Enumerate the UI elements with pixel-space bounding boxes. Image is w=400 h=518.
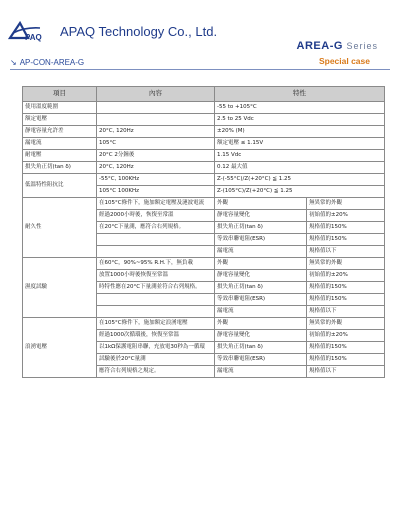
row-item: 等效串聯電阻(ESR)	[215, 294, 307, 306]
document-id-text: AP-CON-AREA-G	[19, 58, 85, 67]
row-spec: -55 to +105°C	[215, 102, 385, 114]
row-item: 靜電容量變化	[215, 270, 307, 282]
row-name: 濕度試驗	[23, 258, 97, 318]
row-name: 靜電容量允許差	[23, 126, 97, 138]
row-spec: 規格值以下	[307, 306, 385, 318]
row-content: 應符合右列規格之規定。	[97, 366, 215, 378]
row-spec: 初始值的±20%	[307, 270, 385, 282]
row-content: -55°C, 100KHz	[97, 174, 215, 186]
table-header-row	[23, 87, 385, 102]
row-item: 外觀	[215, 198, 307, 210]
document-id	[10, 58, 84, 67]
row-name: 漏電流	[23, 138, 97, 150]
row-content	[97, 306, 215, 318]
table-row	[23, 258, 385, 270]
row-spec: 初始值的±20%	[307, 210, 385, 222]
row-spec: 規格值的150%	[307, 234, 385, 246]
row-spec: 無異常的外觀	[307, 258, 385, 270]
table-row	[23, 162, 385, 174]
row-name: 耐電壓	[23, 150, 97, 162]
row-spec: 初始值的±20%	[307, 330, 385, 342]
row-content	[97, 114, 215, 126]
row-name: 使用溫度範圍	[23, 102, 97, 114]
special-case-label: Special case	[318, 56, 370, 66]
row-content	[97, 102, 215, 114]
row-item: 損失角正切(tan δ)	[215, 282, 307, 294]
row-spec: 規格值的150%	[307, 222, 385, 234]
row-spec: Z-(105°C)/Z(+20°C) ≦ 1.25	[215, 186, 385, 198]
row-spec: 規格值的150%	[307, 342, 385, 354]
svg-text:PAQ: PAQ	[25, 33, 42, 42]
row-spec: 1.15 Vdc	[215, 150, 385, 162]
row-content: 在105°C條件下，施加額定電壓及漣波電流	[97, 198, 215, 210]
row-content: 時特性應在20°C下量測並符合右列規格。	[97, 282, 215, 294]
row-name: 額定電壓	[23, 114, 97, 126]
row-item: 漏電流	[215, 306, 307, 318]
row-spec: 無異常的外觀	[307, 318, 385, 330]
row-spec: Z-(-55°C)/Z(+20°C) ≦ 1.25	[215, 174, 385, 186]
header-item: 項目	[23, 87, 97, 102]
row-content: 經過1000次循環後，恢復至常溫	[97, 330, 215, 342]
row-item: 靜電容量變化	[215, 210, 307, 222]
row-spec: 規格值以下	[307, 246, 385, 258]
row-content: 在105°C條件下，施加額定浪湧電壓	[97, 318, 215, 330]
row-item: 損失角正切(tan δ)	[215, 222, 307, 234]
row-spec: 無異常的外觀	[307, 198, 385, 210]
table-row	[23, 114, 385, 126]
series-name: AREA-G	[296, 40, 343, 52]
row-spec: 規格值以下	[307, 366, 385, 378]
table-row	[23, 318, 385, 330]
row-content	[97, 246, 215, 258]
row-spec: 2.5 to 25 Vdc	[215, 114, 385, 126]
row-content: 以1kΩ保護電阻串聯，充放電30秒為一循環	[97, 342, 215, 354]
table-row	[23, 174, 385, 186]
row-content: 105°C	[97, 138, 215, 150]
row-spec: 0.12 最大值	[215, 162, 385, 174]
row-content: 在20°C下量測，應符合右列規格。	[97, 222, 215, 234]
row-item: 外觀	[215, 318, 307, 330]
row-content: 試驗後於20°C量測	[97, 354, 215, 366]
row-content: 105°C 100KHz	[97, 186, 215, 198]
table-row	[23, 198, 385, 210]
table-row	[23, 150, 385, 162]
table-row	[23, 138, 385, 150]
row-content: 在60°C，90%~95% R.H.下，無負載	[97, 258, 215, 270]
row-content: 20°C, 120Hz	[97, 126, 215, 138]
row-content	[97, 294, 215, 306]
row-item: 等效串聯電阻(ESR)	[215, 354, 307, 366]
table-row	[23, 126, 385, 138]
company-name: APAQ Technology Co., Ltd.	[60, 24, 218, 39]
header-divider	[10, 69, 390, 70]
row-content: 20°C, 120Hz	[97, 162, 215, 174]
row-item: 漏電流	[215, 366, 307, 378]
row-content: 20°C 2分鐘後	[97, 150, 215, 162]
row-name: 損失角正切(tan δ)	[23, 162, 97, 174]
row-item: 損失角正切(tan δ)	[215, 342, 307, 354]
series-suffix: Series	[346, 41, 378, 51]
row-spec: 規格值的150%	[307, 294, 385, 306]
row-spec: 額定電壓 ≤ 1.15V	[215, 138, 385, 150]
row-item: 漏電流	[215, 246, 307, 258]
spec-table	[22, 86, 385, 378]
row-content: 經過2000小時後，恢復至常溫	[97, 210, 215, 222]
series-title	[297, 40, 378, 52]
row-spec: ±20% (M)	[215, 126, 385, 138]
apaq-logo-icon	[8, 20, 42, 42]
row-item: 靜電容量變化	[215, 330, 307, 342]
header-content: 內容	[97, 87, 215, 102]
table-row	[23, 102, 385, 114]
row-spec: 規格值的150%	[307, 354, 385, 366]
row-spec: 規格值的150%	[307, 282, 385, 294]
row-name: 耐久性	[23, 198, 97, 258]
row-item: 外觀	[215, 258, 307, 270]
arrow-icon: ↘	[10, 58, 17, 67]
row-content	[97, 234, 215, 246]
row-content: 放置1000小時後恢復至常溫	[97, 270, 215, 282]
header-spec: 特性	[215, 87, 385, 102]
row-item: 等效串聯電阻(ESR)	[215, 234, 307, 246]
row-name: 浪湧電壓	[23, 318, 97, 378]
row-name: 低溫特性阻抗比	[23, 174, 97, 198]
